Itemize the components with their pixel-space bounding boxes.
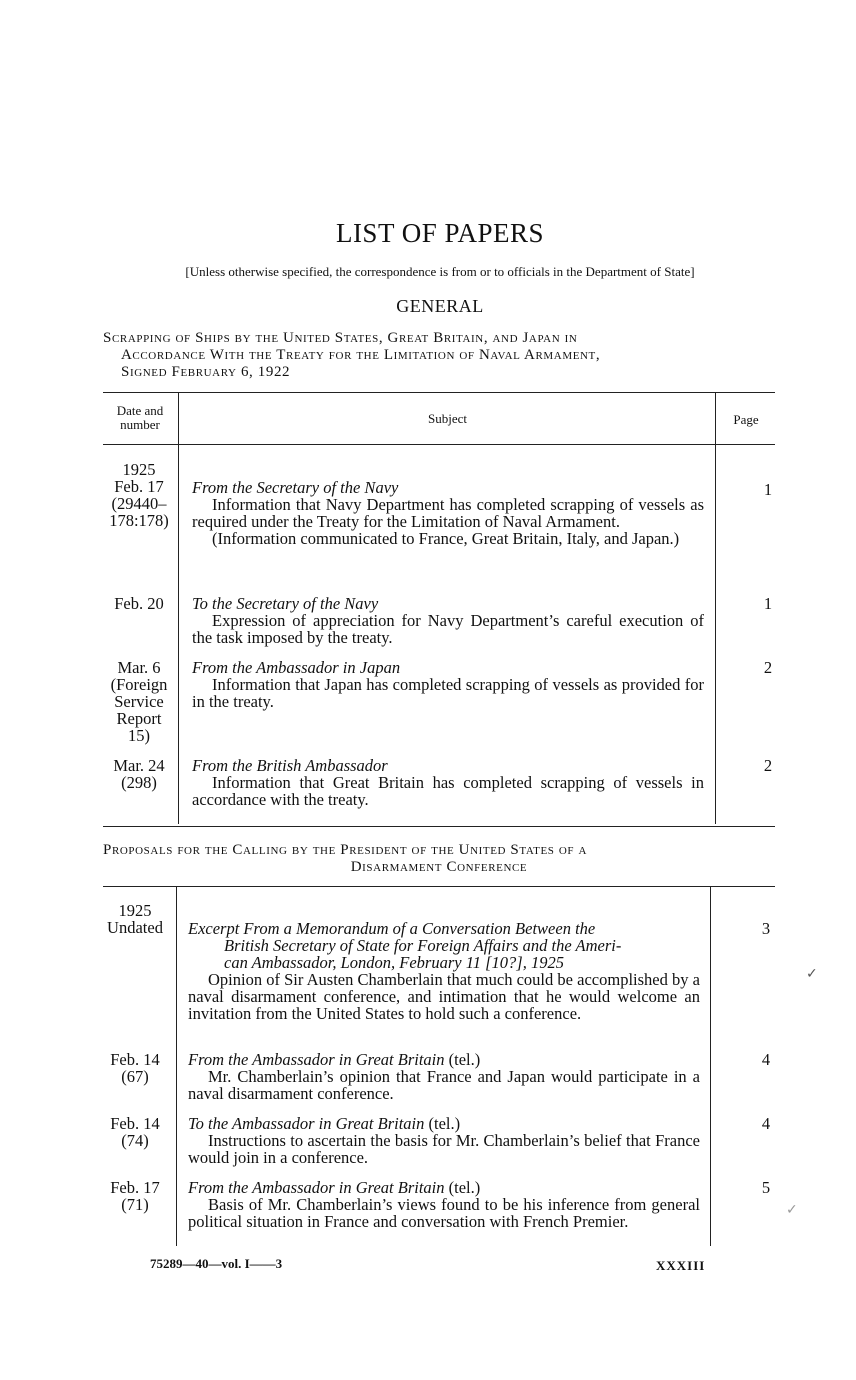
entry-from-tel: (tel.) bbox=[428, 1114, 461, 1133]
entry-note: (Information communicated to France, Great Britain, Italy, and Japan.) bbox=[212, 529, 680, 548]
entry-date: Feb. 20 bbox=[114, 594, 164, 613]
section-heading-scrapping bbox=[103, 330, 775, 381]
entry-from-tel: (tel.) bbox=[448, 1050, 481, 1069]
entry-body: Information that Navy Department has completed scrapping of vessels as required under the Treaty for the Limitation of Naval Armament. bbox=[192, 495, 704, 531]
entry-subject bbox=[188, 1179, 700, 1230]
entry-from-line: Excerpt From a Memorandum of a Conversation Between the bbox=[188, 919, 596, 938]
page-subtitle: [Unless otherwise specified, the correspondence is from or to officials in the Department of State] bbox=[185, 264, 695, 279]
entry-body: Basis of Mr. Chamberlain’s views found to be his inference from general political situation in France and conversation with French Premier. bbox=[188, 1195, 700, 1231]
table-bottom-rule bbox=[103, 826, 775, 827]
table-column-rule bbox=[715, 392, 716, 824]
entry-body: Mr. Chamberlain’s opinion that France and Japan would participate in a naval disarmament conference. bbox=[188, 1067, 700, 1103]
entry-date: 1925 Feb. 17 (29440– 178:178) bbox=[109, 460, 169, 530]
entry-from-text: From the Ambassador in Great Britain bbox=[188, 1050, 445, 1069]
entry-from-line: can Ambassador, London, February 11 [10?], 1925 bbox=[224, 953, 564, 972]
entry-date: Mar. 6 (Foreign Service Report 15) bbox=[110, 658, 168, 745]
entry-from: From the Ambassador in Japan bbox=[192, 658, 401, 677]
entry-body: Instructions to ascertain the basis for Mr. Chamberlain’s belief that France would join in a conference. bbox=[188, 1131, 700, 1167]
section-heading-line: Scrapping of Ships by the United States, Great Britain, and Japan in bbox=[103, 330, 578, 346]
entry-from bbox=[188, 1179, 700, 1196]
page-number: XXXIII bbox=[656, 1258, 706, 1273]
entry-subject bbox=[192, 595, 704, 646]
section-heading-proposals bbox=[103, 842, 775, 876]
column-header-page: Page bbox=[733, 412, 759, 427]
entry-page: 1 bbox=[763, 480, 773, 499]
table-top-rule bbox=[103, 886, 775, 887]
entry-page: 4 bbox=[761, 1050, 771, 1069]
entry-page: 2 bbox=[763, 658, 773, 677]
table-top-rule bbox=[103, 392, 775, 393]
section-heading-line: Proposals for the Calling by the President of the United States of a bbox=[103, 842, 588, 858]
entry-subject bbox=[188, 1115, 700, 1166]
entry-from-tel: (tel.) bbox=[448, 1178, 481, 1197]
checkmark-icon: ✓ bbox=[806, 966, 818, 982]
entry-subject bbox=[188, 920, 700, 1022]
entry-subject bbox=[192, 659, 704, 710]
entry-from bbox=[188, 920, 700, 971]
entry-from-text: From the Ambassador in Great Britain bbox=[188, 1178, 445, 1197]
entry-subject bbox=[192, 479, 704, 547]
column-header-subject: Subject bbox=[428, 411, 467, 426]
page-title: LIST OF PAPERS bbox=[335, 218, 545, 248]
entry-body: Information that Great Britain has completed scrapping of vessels in accordance with the treaty. bbox=[192, 773, 704, 809]
entry-from: From the Secretary of the Navy bbox=[192, 478, 399, 497]
entry-subject bbox=[188, 1051, 700, 1102]
entry-date: Feb. 14 (74) bbox=[110, 1114, 160, 1150]
entry-from-line: British Secretary of State for Foreign Affairs and the Ameri- bbox=[224, 936, 622, 955]
entry-from bbox=[188, 1051, 700, 1068]
entry-page: 4 bbox=[761, 1114, 771, 1133]
entry-page: 5 bbox=[761, 1178, 771, 1197]
table-column-rule bbox=[710, 886, 711, 1246]
entry-page: 2 bbox=[763, 756, 773, 775]
section-heading-line: Signed February 6, 1922 bbox=[121, 364, 291, 380]
entry-body: Opinion of Sir Austen Chamberlain that much could be accomplished by a naval disarmament conference, and intimation that he would welcome an invitation from the United States to hold such a conference. bbox=[188, 970, 700, 1023]
entry-date: Feb. 17 (71) bbox=[110, 1178, 160, 1214]
entry-page: 1 bbox=[763, 594, 773, 613]
entry-date: Feb. 14 (67) bbox=[110, 1050, 160, 1086]
section-heading-line: Disarmament Conference bbox=[350, 859, 528, 875]
table-column-rule bbox=[176, 886, 177, 1246]
entry-body: Expression of appreciation for Navy Department’s careful execution of the task imposed by the treaty. bbox=[192, 611, 704, 647]
section-heading-line: Accordance With the Treaty for the Limitation of Naval Armament, bbox=[121, 347, 601, 363]
entry-subject bbox=[192, 757, 704, 808]
table-header-rule bbox=[103, 444, 775, 445]
entry-from-text: To the Ambassador in Great Britain bbox=[188, 1114, 425, 1133]
entry-from bbox=[188, 1115, 700, 1132]
entry-body: Information that Japan has completed scrapping of vessels as provided for in the treaty. bbox=[192, 675, 704, 711]
entry-page: 3 bbox=[761, 919, 771, 938]
entry-date: Mar. 24 (298) bbox=[113, 756, 165, 792]
print-code: 75289—40—vol. I——3 bbox=[150, 1256, 283, 1271]
entry-from: From the British Ambassador bbox=[192, 756, 388, 775]
section-general-heading: GENERAL bbox=[396, 296, 484, 316]
column-header-date: Date and number bbox=[116, 403, 164, 432]
entry-date: 1925 Undated bbox=[107, 901, 163, 937]
checkmark-icon: ✓ bbox=[786, 1202, 798, 1218]
entry-from: To the Secretary of the Navy bbox=[192, 594, 379, 613]
